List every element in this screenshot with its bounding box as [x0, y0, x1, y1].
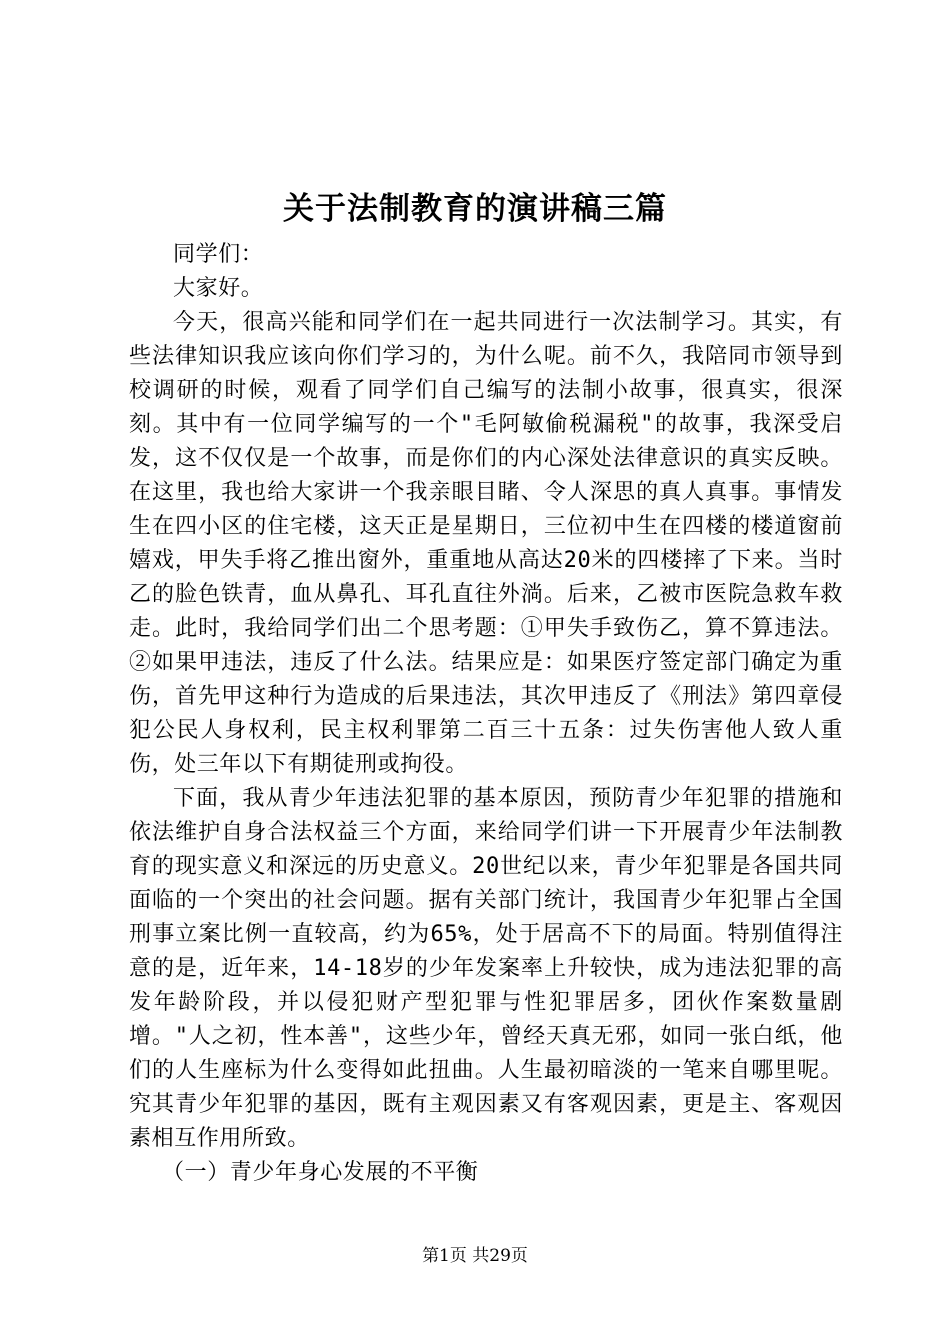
greeting-paragraph: 同学们： [173, 242, 264, 267]
section-subheading: （一）青少年身心发展的不平衡 [162, 1160, 479, 1185]
document-body [129, 238, 843, 1190]
body-paragraph: 下面，我从青少年违法犯罪的基本原因，预防青少年犯罪的措施和依法维护自身合法权益三个方面，来给同学们讲一下开展青少年法制教育的现实意义和深远的历史意义。20世纪以来，青少年犯罪是各国共同面临的一个突出的社会问题。据有关部门统计，我国青少年犯罪占全国刑事立案比例一直较高，约为65%，处于居高不下的局面。特别值得注意的是，近年来，14-18岁的少年发案率上升较快，成为违法犯罪的高发年龄阶段，并以侵犯财产型犯罪与性犯罪居多，团伙作案数量剧增。"人之初，性本善"，这些少年，曾经天真无邪，如同一张白纸，他们的人生座标为什么变得如此扭曲。人生最初暗淡的一笔来自哪里呢。究其青少年犯罪的基因，既有主观因素又有客观因素，更是主、客观因素相互作用所致。 [129, 786, 843, 1151]
body-paragraph: 今天，很高兴能和同学们在一起共同进行一次法制学习。其实，有些法律知识我应该向你们学习的，为什么呢。前不久，我陪同市领导到校调研的时候，观看了同学们自己编写的法制小故事，很真实，很深刻。其中有一位同学编写的一个"毛阿敏偷税漏税"的故事，我深受启发，这不仅仅是一个故事，而是你们的内心深处法律意识的真实反映。在这里，我也给大家讲一个我亲眼目睹、令人深思的真人真事。事情发生在四小区的住宅楼，这天正是星期日，三位初中生在四楼的楼道窗前嬉戏，甲失手将乙推出窗外，重重地从高达20米的四楼摔了下来。当时乙的脸色铁青，血从鼻孔、耳孔直往外淌。后来，乙被市医院急救车救走。此时，我给同学们出二个思考题：①甲失手致伤乙，算不算违法。②如果甲违法，违反了什么法。结果应是：如果医疗签定部门确定为重伤，首先甲这种行为造成的后果违法，其次甲违反了《刑法》第四章侵犯公民人身权利，民主权利罪第二百三十五条：过失伤害他人致人重伤，处三年以下有期徒刑或拘役。 [129, 310, 843, 777]
page-footer: 第1页 共29页 [422, 1246, 528, 1266]
salutation-paragraph: 大家好。 [173, 276, 264, 301]
document-title: 关于法制教育的演讲稿三篇 [283, 191, 667, 227]
